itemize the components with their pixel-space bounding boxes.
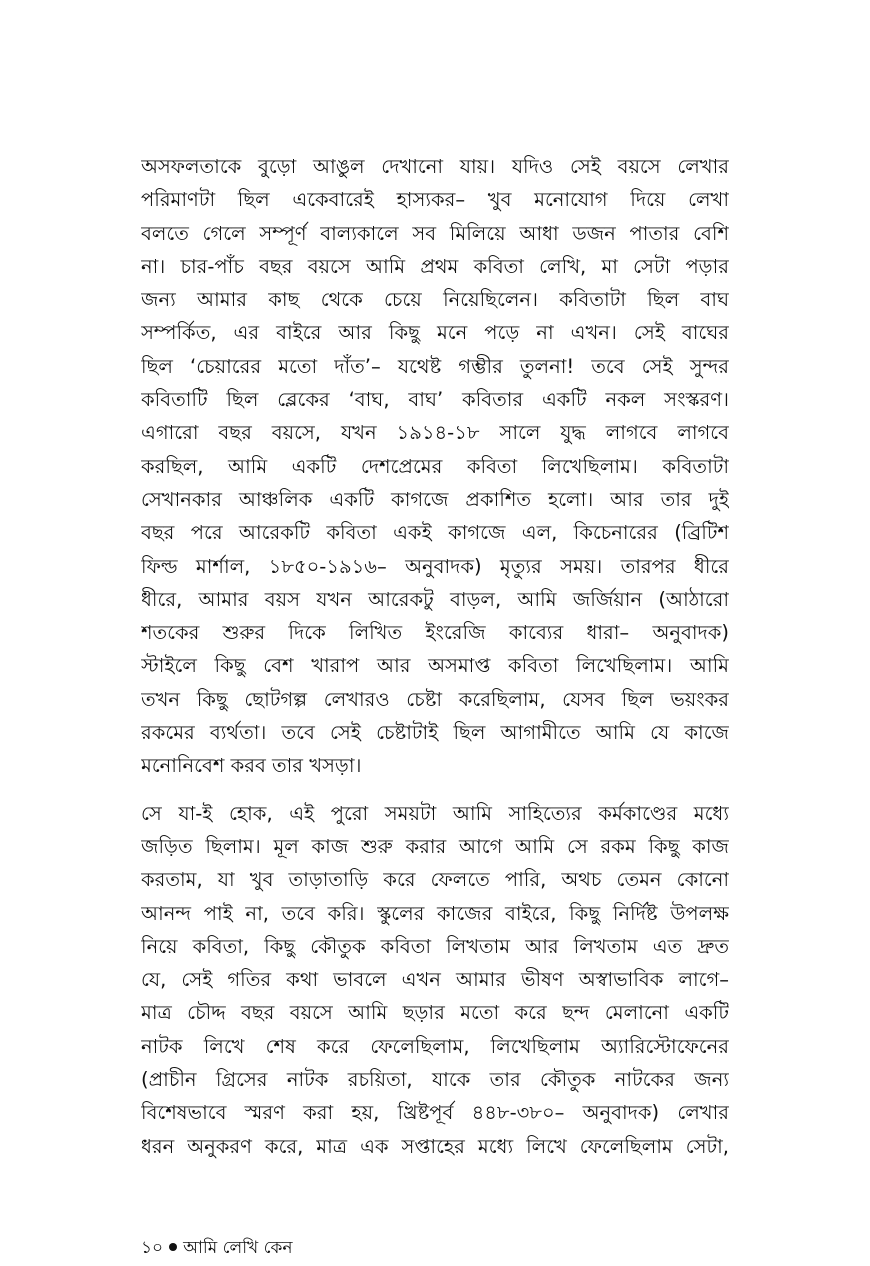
text-line: করতাম, যা খুব তাড়াতাড়ি করে ফেলতে পারি, অথচ তেমন কোনো [141, 868, 729, 892]
text-line: এগারো বছর বয়সে, যখন ১৯১৪-১৮ সালে যুদ্ধ লাগবে লাগবে [141, 421, 729, 445]
text-line: পরিমাণটা ছিল একেবারেই হাস্যকর– খুব মনোযোগ দিয়ে লেখা [141, 188, 729, 212]
text-line: তখন কিছু ছোটগল্প লেখারও চেষ্টা করেছিলাম, যেসব ছিল ভয়ংকর [141, 687, 729, 711]
text-line: নাটক লিখে শেষ করে ফেলেছিলাম, লিখেছিলাম অ্যারিস্টোফেনের [141, 1034, 729, 1058]
text-line: রকমের ব্যর্থতা। তবে সেই চেষ্টাটাই ছিল আগামীতে আমি যে কাজে [141, 721, 729, 745]
text-line: (প্রাচীন গ্রিসের নাটক রচয়িতা, যাকে তার কৌতুক নাটকের জন্য [141, 1068, 729, 1092]
bullet-separator-icon [169, 1243, 177, 1251]
text-line: বলতে গেলে সম্পূর্ণ বাল্যকালে সব মিলিয়ে আধা ডজন পাতার বেশি [141, 221, 729, 245]
text-line: জড়িত ছিলাম। মূল কাজ শুরু করার আগে আমি সে রকম কিছু কাজ [141, 834, 729, 858]
running-title: আমি লেখি কেন [183, 1238, 293, 1258]
text-line: স্টাইলে কিছু বেশ খারাপ আর অসমাপ্ত কবিতা লিখেছিলাম। আমি [141, 654, 729, 678]
text-line: কবিতাটি ছিল ব্লেকের ‘বাঘ, বাঘ’ কবিতার একটি নকল সংস্করণ। [141, 388, 729, 412]
text-line: নিয়ে কবিতা, কিছু কৌতুক কবিতা লিখতাম আর লিখতাম এত দ্রুত [141, 934, 729, 958]
text-line: শতকের শুরুর দিকে লিখিত ইংরেজি কাব্যের ধারা– অনুবাদক) [141, 621, 729, 645]
text-line: ধরন অনুকরণ করে, মাত্র এক সপ্তাহের মধ্যে লিখে ফেলেছিলাম সেটা, [141, 1134, 729, 1158]
text-line: ধীরে, আমার বয়স যখন আরেকটু বাড়ল, আমি জর্জিয়ান (আঠারো [141, 587, 729, 611]
text-line: বছর পরে আরেকটি কবিতা একই কাগজে এল, কিচেনারের (ব্রিটিশ [141, 521, 729, 545]
text-line: যে, সেই গতির কথা ভাবলে এখন আমার ভীষণ অস্বাভাবিক লাগে– [141, 968, 729, 992]
text-line: না। চার-পাঁচ বছর বয়সে আমি প্রথম কবিতা লেখি, মা সেটা পড়ার [141, 254, 729, 278]
page-footer [141, 1236, 293, 1260]
text-line: জন্য আমার কাছ থেকে চেয়ে নিয়েছিলেন। কবিতাটা ছিল বাঘ [141, 288, 729, 312]
text-line: আনন্দ পাই না, তবে করি। স্কুলের কাজের বাইরে, কিছু নির্দিষ্ট উপলক্ষ [141, 901, 729, 925]
body-text [141, 150, 729, 1163]
text-line: সে যা-ই হোক, এই পুরো সময়টা আমি সাহিত্যের কর্মকাণ্ডের মধ্যে [141, 801, 729, 825]
text-line: অসফলতাকে বুড়ো আঙুল দেখানো যায়। যদিও সেই বয়সে লেখার [141, 155, 729, 178]
paragraph-2 [141, 797, 729, 1163]
page-number: ১০ [141, 1238, 164, 1258]
text-line: ফিল্ড মার্শাল, ১৮৫০-১৯১৬– অনুবাদক) মৃত্যুর সময়। তারপর ধীরে [141, 554, 729, 578]
text-line: বিশেষভাবে স্মরণ করা হয়, খ্রিষ্টপূর্ব ৪৪৮-৩৮০– অনুবাদক) লেখার [141, 1101, 729, 1125]
text-line: ছিল ‘চেয়ারের মতো দাঁত’– যথেষ্ট গম্ভীর তুলনা! তবে সেই সুন্দর [141, 354, 729, 378]
paragraph-gap [141, 783, 729, 797]
text-line: মনোনিবেশ করব তার খসড়া। [141, 754, 362, 778]
text-line: মাত্র চৌদ্দ বছর বয়সে আমি ছড়ার মতো করে ছন্দ মেলানো একটি [141, 1001, 729, 1025]
text-line: সেখানকার আঞ্চলিক একটি কাগজে প্রকাশিত হলো। আর তার দুই [141, 487, 729, 511]
paragraph-1 [141, 150, 729, 783]
text-line: সম্পর্কিত, এর বাইরে আর কিছু মনে পড়ে না এখন। সেই বাঘের [141, 321, 729, 345]
text-line: করছিল, আমি একটি দেশপ্রেমের কবিতা লিখেছিলাম। কবিতাটা [141, 454, 729, 478]
